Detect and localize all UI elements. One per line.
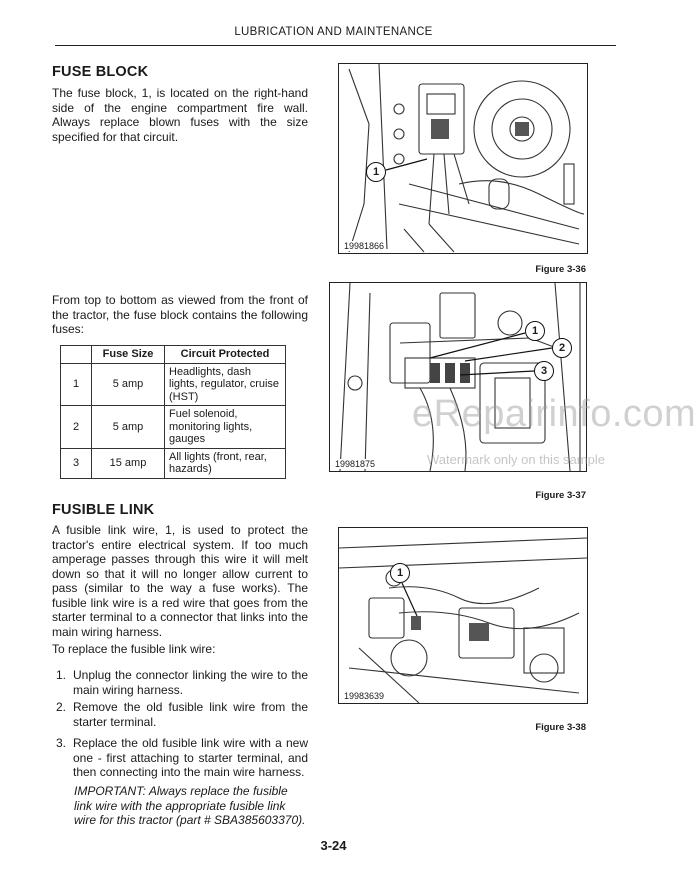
fuse-table-header-size: Fuse Size [92, 346, 165, 364]
fusible-link-illustration [339, 528, 587, 703]
fusible-link-intro: A fusible link wire, 1, is used to protect the tractor's entire electrical system. If too much amperage passes through this wire it will melt down so that it will no longer allow current to pass (similar to the way a fuse works). The fusible link wire is a red wire that goes from the starter terminal to a connector that links into the main wiring harness. [52, 523, 308, 639]
page-header-title: LUBRICATION AND MAINTENANCE [234, 26, 433, 38]
fuse-size: 5 amp [92, 406, 165, 449]
page-number: 3-24 [320, 838, 347, 853]
figure-image-id: 19981875 [335, 459, 376, 469]
header-divider [55, 45, 616, 46]
step-text: Remove the old fusible link wire from the starter terminal. [73, 700, 308, 729]
list-item [56, 668, 308, 697]
figure-fusible-link-photo [338, 527, 588, 704]
figure-caption: Figure 3-38 [535, 722, 586, 733]
callout-number: 3 [534, 361, 554, 381]
step-number: 1. [56, 668, 67, 682]
fuse-circuit: Fuel solenoid, monitoring lights, gauges [165, 406, 286, 449]
engine-illustration [339, 64, 587, 253]
watermark-subtext: Watermark only on this sample [427, 452, 605, 467]
callout-number: 2 [552, 338, 572, 358]
fuse-index: 2 [61, 406, 92, 449]
callout-number: 1 [390, 563, 410, 583]
figure-image-id: 19983639 [344, 691, 385, 701]
step-number: 2. [56, 700, 67, 714]
fuse-size: 5 amp [92, 363, 165, 406]
fuse-circuit: Headlights, dash lights, regulator, cruise (HST) [165, 363, 286, 406]
step-text: Unplug the connector linking the wire to the main wiring harness. [73, 668, 308, 697]
figure-caption: Figure 3-36 [535, 264, 586, 275]
replace-intro: To replace the fusible link wire: [52, 642, 216, 656]
fuse-table-header-index [61, 346, 92, 364]
list-item [56, 700, 308, 729]
fuse-table-header-circuit: Circuit Protected [165, 346, 286, 364]
fuse-index: 1 [61, 363, 92, 406]
callout-number: 1 [525, 321, 545, 341]
figure-caption: Figure 3-37 [535, 490, 586, 501]
fuse-table-intro: From top to bottom as viewed from the front of the tractor, the fuse block contains the following fuses: [52, 293, 308, 336]
fuse-block-intro: The fuse block, 1, is located on the right-hand side of the engine compartment fire wall. Always replace blown fuses with the size specified for that circuit. [52, 86, 308, 144]
figure-image-id: 19981866 [344, 241, 385, 251]
fuse-index: 3 [61, 448, 92, 478]
table-row [61, 363, 286, 406]
fuse-table [60, 345, 286, 479]
fuse-circuit: All lights (front, rear, hazards) [165, 448, 286, 478]
fuse-size: 15 amp [92, 448, 165, 478]
step-text: Replace the old fusible link wire with a new one - first attaching to starter terminal, and then connecting into the main wire harness. [73, 736, 308, 779]
figure-fuse-detail-photo [329, 282, 587, 472]
step-number: 3. [56, 736, 67, 750]
fuse-block-heading: FUSE BLOCK [52, 64, 149, 80]
table-row [61, 406, 286, 449]
table-row [61, 448, 286, 478]
important-note: IMPORTANT: Always replace the fusible link wire with the appropriate fusible link wire for this tractor (part # SBA385603370). [74, 784, 306, 827]
watermark-text: eRepairinfo.com [412, 393, 696, 435]
callout-number: 1 [366, 162, 386, 182]
figure-fuse-block-photo [338, 63, 588, 254]
fuse-table-header-row [61, 346, 286, 364]
list-item [56, 736, 308, 780]
fusible-link-heading: FUSIBLE LINK [52, 502, 155, 518]
